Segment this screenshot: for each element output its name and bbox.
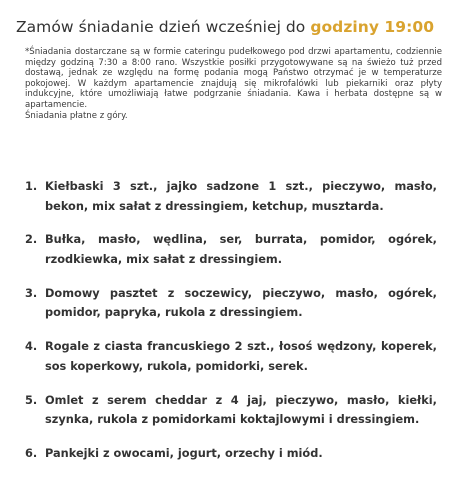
item-number: 3. [25,285,38,300]
list-item [25,444,437,464]
item-description: Pankejki z owocami, jogurt, orzechy i miód. [45,445,323,460]
list-item [25,177,437,216]
list-item [25,391,437,430]
page-title [0,18,450,36]
item-description: Bułka, masło, wędlina, ser, burrata, pomidor, ogórek, rzodkiewka, mix sałat z dressingiem. [45,232,437,266]
item-number: 1. [25,179,38,193]
item-number: 2. [25,232,38,247]
delivery-info-paragraph: *Śniadania dostarczane są w formie cateringu pudełkowego pod drzwi apartamentu, codziennie między godziną 7:30 a 8:00 rano. Wszystkie posiłki przygotowywane są na świeżo tuż przed dostawą, jednak ze względu na formę podania mogą Państwo otrzymać je w temperaturze pokojowej. W każdym apartamencie znajdują się mikrofalówki lub piekarniki oraz płyty indukcyjne, które umożliwiają łatwe podgrzanie śniadania. Kawa i herbata dostępne są w apartamencie. [25,47,442,110]
breakfast-options-list [25,177,437,478]
payment-note: Śniadania płatne z góry. [25,110,128,121]
item-number: 6. [25,445,38,460]
list-item [25,230,437,269]
item-number: 5. [25,392,38,407]
item-description: Domowy pasztet z soczewicy, pieczywo, masło, ogórek, pomidor, papryka, rukola z dressingiem. [45,285,437,320]
item-description: Omlet z serem cheddar z 4 jaj, pieczywo, masło, kiełki, szynka, rukola z pomidorkami koktajlowymi i dressingiem. [45,392,437,427]
item-description: Kiełbaski 3 szt., jajko sadzone 1 szt., pieczywo, masło, bekon, mix sałat z dressingiem, ketchup, musztarda. [45,179,437,213]
deadline-highlight: godziny 19:00 [310,18,435,36]
item-number: 4. [25,339,38,354]
title-prefix: Zamów śniadanie dzień wcześniej do [15,18,306,36]
list-item [25,284,437,323]
delivery-notes [25,47,442,121]
item-description: Rogale z ciasta francuskiego 2 szt., łosoś wędzony, koperek, sos koperkowy, rukola, pomidorki, serek. [45,339,437,373]
list-item [25,337,437,376]
